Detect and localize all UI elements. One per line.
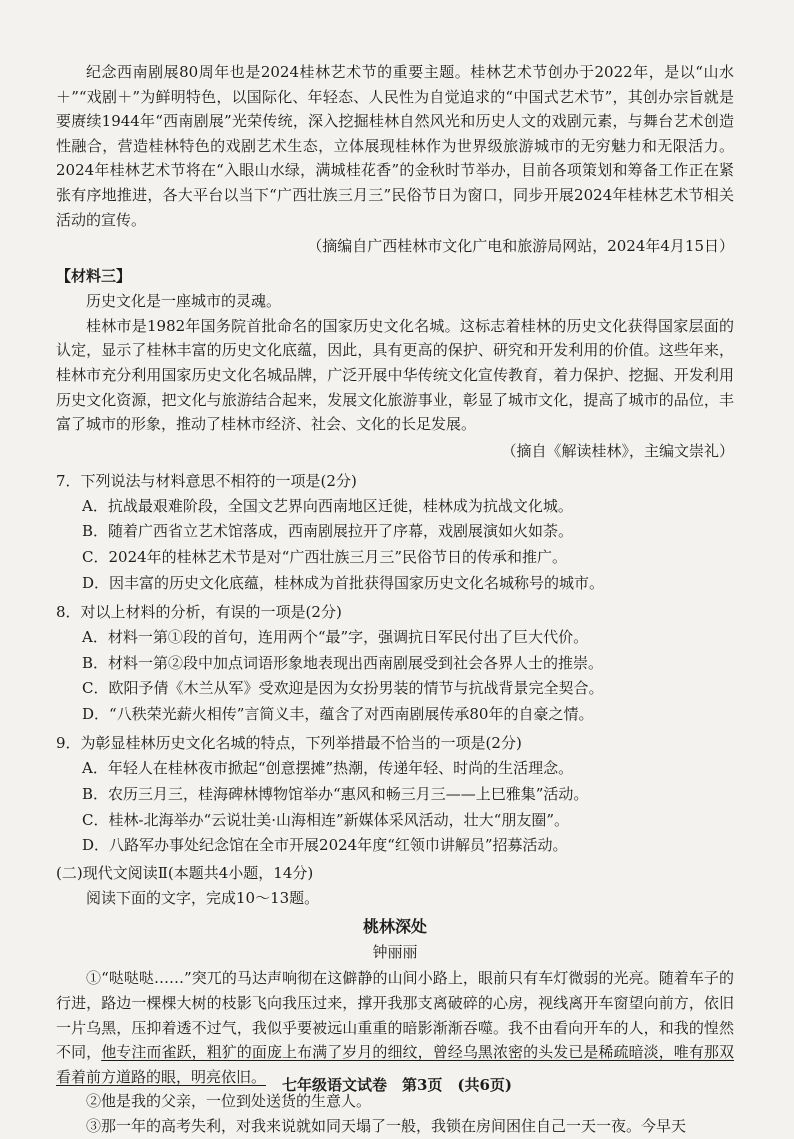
page-body [56,60,734,1139]
material3-paragraph-1: 历史文化是一座城市的灵魂。 [86,292,282,311]
question-stem: 7．下列说法与材料意思不相符的一项是(2分) [56,471,357,490]
story-author: 钟丽丽 [372,943,418,962]
material3-paragraph-2: 桂林市是1982年国务院首批命名的国家历史文化名城。这标志着桂林的历史文化获得国家层面的认定，显示了桂林丰富的历史文化底蕴，因此，具有更高的保护、研究和开发利用的价值。这些年来，桂林市充分利用国家历史文化名城品牌，广泛开展中华传统文化宣传教育，着力保护、挖掘、开发利用历史文化资源，把文化与旅游结合起来，发展文化旅游事业，彰显了城市文化，提高了城市的品位，丰富了城市的形象，推动了桂林市经济、社会、文化的长足发展。 [56,316,734,434]
story-paragraph-3: ③那一年的高考失利，对我来说就如同天塌了一般，我锁在房间困住自己一天一夜。今早天 [86,1117,687,1135]
option-b: B．材料一第②段中加点词语形象地表现出西南剧展受到社会各界人士的推崇。 [82,653,604,672]
material2-paragraph: 纪念西南剧展80周年也是2024桂林艺术节的重要主题。桂林艺术节创办于2022年，是以“山水＋”“戏剧＋”为鲜明特色，以国际化、年轻态、人民性为自觉追求的“中国式艺术节”，其创办宗旨就是要赓续1944年“西南剧展”光荣传统，深入挖掘桂林自然风光和历史人文的戏剧元素，与舞台艺术创造性融合，营造桂林特色的戏剧艺术生态，立体展现桂林作为世界级旅游城市的无穷魅力和无限活力。2024年桂林艺术节将在“入眼山水绿，满城桂花香”的金秋时节举办，目前各项策划和筹备工作正在紧张有序地推进，各大平台以当下“广西壮族三月三”民俗节日为窗口，同步开展2024年桂林艺术节相关活动的宣传。 [56,63,734,229]
question-stem: 8．对以上材料的分析，有误的一项是(2分) [56,603,342,622]
page-footer: 七年级语文试卷 第3页 (共6页) [281,1076,513,1094]
option-b: B．随着广西省立艺术馆落成，西南剧展拉开了序幕，戏剧展演如火如荼。 [82,522,574,541]
option-c: C．桂林-北海举办“云说壮美·山海相连”新媒体采风活动，壮大“朋友圈”。 [82,810,569,829]
material3-source: （摘自《解读桂林》，主编文崇礼） [501,441,734,460]
option-d: D．八路军办事处纪念馆在全市开展2024年度“红领巾讲解员”招募活动。 [82,836,568,855]
option-d: D．“八秩荣光薪火相传”言简义丰，蕴含了对西南剧展传承80年的自豪之情。 [82,704,594,723]
story-paragraph-1-text: ①“哒哒哒……”突兀的马达声响彻在这僻静的山间小路上，眼前只有车灯微弱的光亮。随着车子的行进，路边一棵棵大树的枝影飞向我压过来，撑开我那支离破碎的心房，视线离开车窗望向前方，依旧一片乌黑，压抑着透不过气，我似乎要被远山重重的暗影渐渐吞噬。我不由看向开车的人，和我的惶然不同， [56,969,734,1062]
option-a: A．材料一第①段的首句，连用两个“最”字，强调抗日军民付出了巨大代价。 [82,628,589,647]
story-paragraph-2: ②他是我的父亲，一位到处送货的生意人。 [86,1092,372,1111]
material3-heading: 【材料三】 [56,267,132,286]
question-8 [56,600,734,727]
question-7 [56,469,734,596]
option-c: C．2024年的桂林艺术节是对“广西壮族三月三”民俗节日的传承和推广。 [82,547,567,566]
section-instruction: 阅读下面的文字，完成10～13题。 [86,888,320,907]
story-paragraph-1 [56,966,734,1089]
option-b: B．农历三月三，桂海碑林博物馆举办“惠风和畅三月三——上巳雅集”活动。 [82,785,589,804]
option-c: C．欧阳予倩《木兰从军》受欢迎是因为女扮男装的情节与抗战背景完全契合。 [82,679,604,698]
section-heading: (二)现代文阅读Ⅱ(本题共4小题，14分) [56,863,314,882]
option-d: D．因丰富的历史文化底蕴，桂林成为首批获得国家历史文化名城称号的城市。 [82,573,605,592]
option-a: A．抗战最艰难阶段，全国文艺界向西南地区迁徙，桂林成为抗战文化城。 [82,496,573,515]
underlined-sentence: 他专注而雀跃，粗犷的面庞上布满了岁月的细纹，曾经乌黑浓密的头发已是稀疏暗淡，唯有那双看着前方道路的眼，明亮依旧。 [56,1043,734,1086]
question-stem: 9．为彰显桂林历史文化名城的特点，下列举措最不恰当的一项是(2分) [56,734,522,753]
option-a: A．年轻人在桂林夜市掀起“创意摆摊”热潮，传递年轻、时尚的生活理念。 [82,759,574,778]
question-9 [56,731,734,858]
story-title: 桃林深处 [362,917,427,937]
material2-source: （摘编自广西桂林市文化广电和旅游局网站，2024年4月15日） [307,237,734,256]
